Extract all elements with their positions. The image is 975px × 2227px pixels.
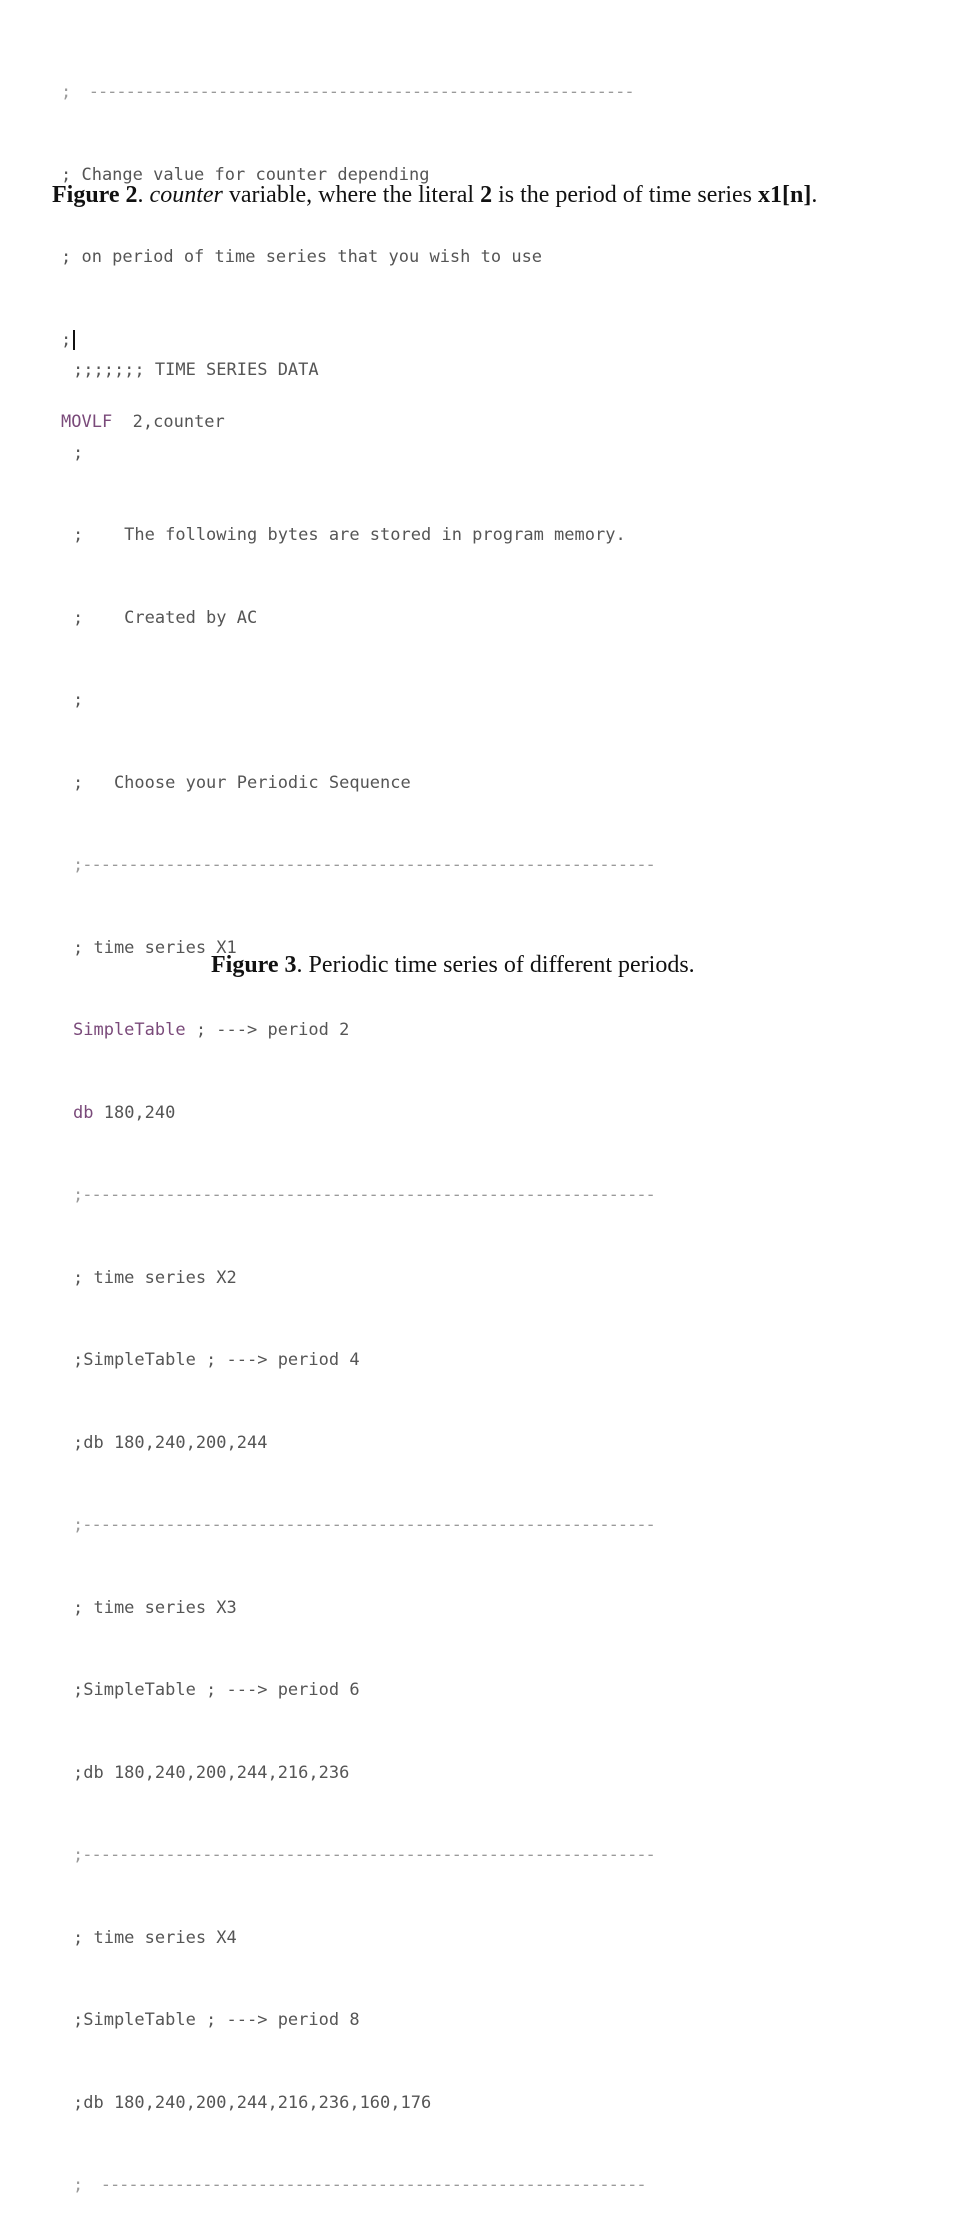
- table-comment: ; ---> period 2: [185, 1020, 350, 1040]
- figure3-code-block: [73, 302, 655, 2227]
- comment-line: ; Created by AC: [73, 607, 258, 628]
- series-db-x2: ;db 180,240,200,244: [73, 1432, 268, 1453]
- caption-bold-variable: x1[n]: [758, 182, 812, 208]
- db-values: 180,240: [93, 1102, 176, 1123]
- series-db-x3: ;db 180,240,200,244,216,236: [73, 1762, 350, 1783]
- caption-text: .: [811, 182, 818, 208]
- series-title-x4: ; time series X4: [73, 1927, 237, 1948]
- comment-line: ; Choose your Periodic Sequence: [73, 772, 411, 793]
- comment-line: ;;;;;;; TIME SERIES DATA: [73, 360, 319, 380]
- instruction-mnemonic: MOVLF: [61, 412, 113, 432]
- series-table-x1: [73, 1017, 655, 1045]
- separator-line: ;--------------------------------------------------------------: [73, 1845, 655, 1865]
- comment-text: ;: [61, 329, 72, 350]
- series-title-x3: ; time series X3: [73, 1597, 237, 1618]
- comment-line: ;: [73, 690, 84, 710]
- separator-line: ;--------------------------------------------------------------: [73, 1185, 655, 1205]
- comment-line: ;: [73, 442, 84, 463]
- series-table-x2: ;SimpleTable ; ---> period 4: [73, 1350, 360, 1370]
- series-table-x3: ;SimpleTable ; ---> period 6: [73, 1680, 360, 1700]
- figure3-caption: [211, 952, 695, 979]
- separator-line: ; -----------------------------------------------------------: [73, 2175, 646, 2195]
- caption-italic-term: counter: [149, 182, 223, 208]
- separator-line: ; -----------------------------------------------------------: [61, 82, 634, 102]
- comment-line: ; Change value for counter depending: [61, 164, 430, 185]
- series-title-x2: ; time series X2: [73, 1267, 237, 1288]
- series-db-x4: ;db 180,240,200,244,216,236,160,176: [73, 2092, 432, 2113]
- caption-text: . Periodic time series of different periods.: [296, 952, 695, 978]
- db-directive: db: [73, 1102, 94, 1123]
- figure2-caption: [52, 182, 817, 209]
- figure-label: Figure 2: [52, 182, 138, 208]
- caption-text: is the period of time series: [492, 182, 758, 208]
- caption-bold-number: 2: [480, 182, 493, 208]
- figure-label: Figure 3: [211, 952, 297, 978]
- series-db-x1: [73, 1100, 655, 1128]
- comment-line: ; The following bytes are stored in program memory.: [73, 525, 626, 545]
- table-label: SimpleTable: [73, 1020, 186, 1040]
- series-title-x1: ; time series X1: [73, 937, 237, 958]
- caption-text: .: [137, 182, 150, 208]
- comment-line: ; on period of time series that you wish to use: [61, 247, 543, 267]
- separator-line: ;--------------------------------------------------------------: [73, 855, 655, 875]
- instruction-operand: 2,counter: [112, 412, 225, 432]
- caption-text: variable, where the literal: [222, 182, 481, 208]
- series-table-x4: ;SimpleTable ; ---> period 8: [73, 2010, 360, 2030]
- separator-line: ;--------------------------------------------------------------: [73, 1515, 655, 1535]
